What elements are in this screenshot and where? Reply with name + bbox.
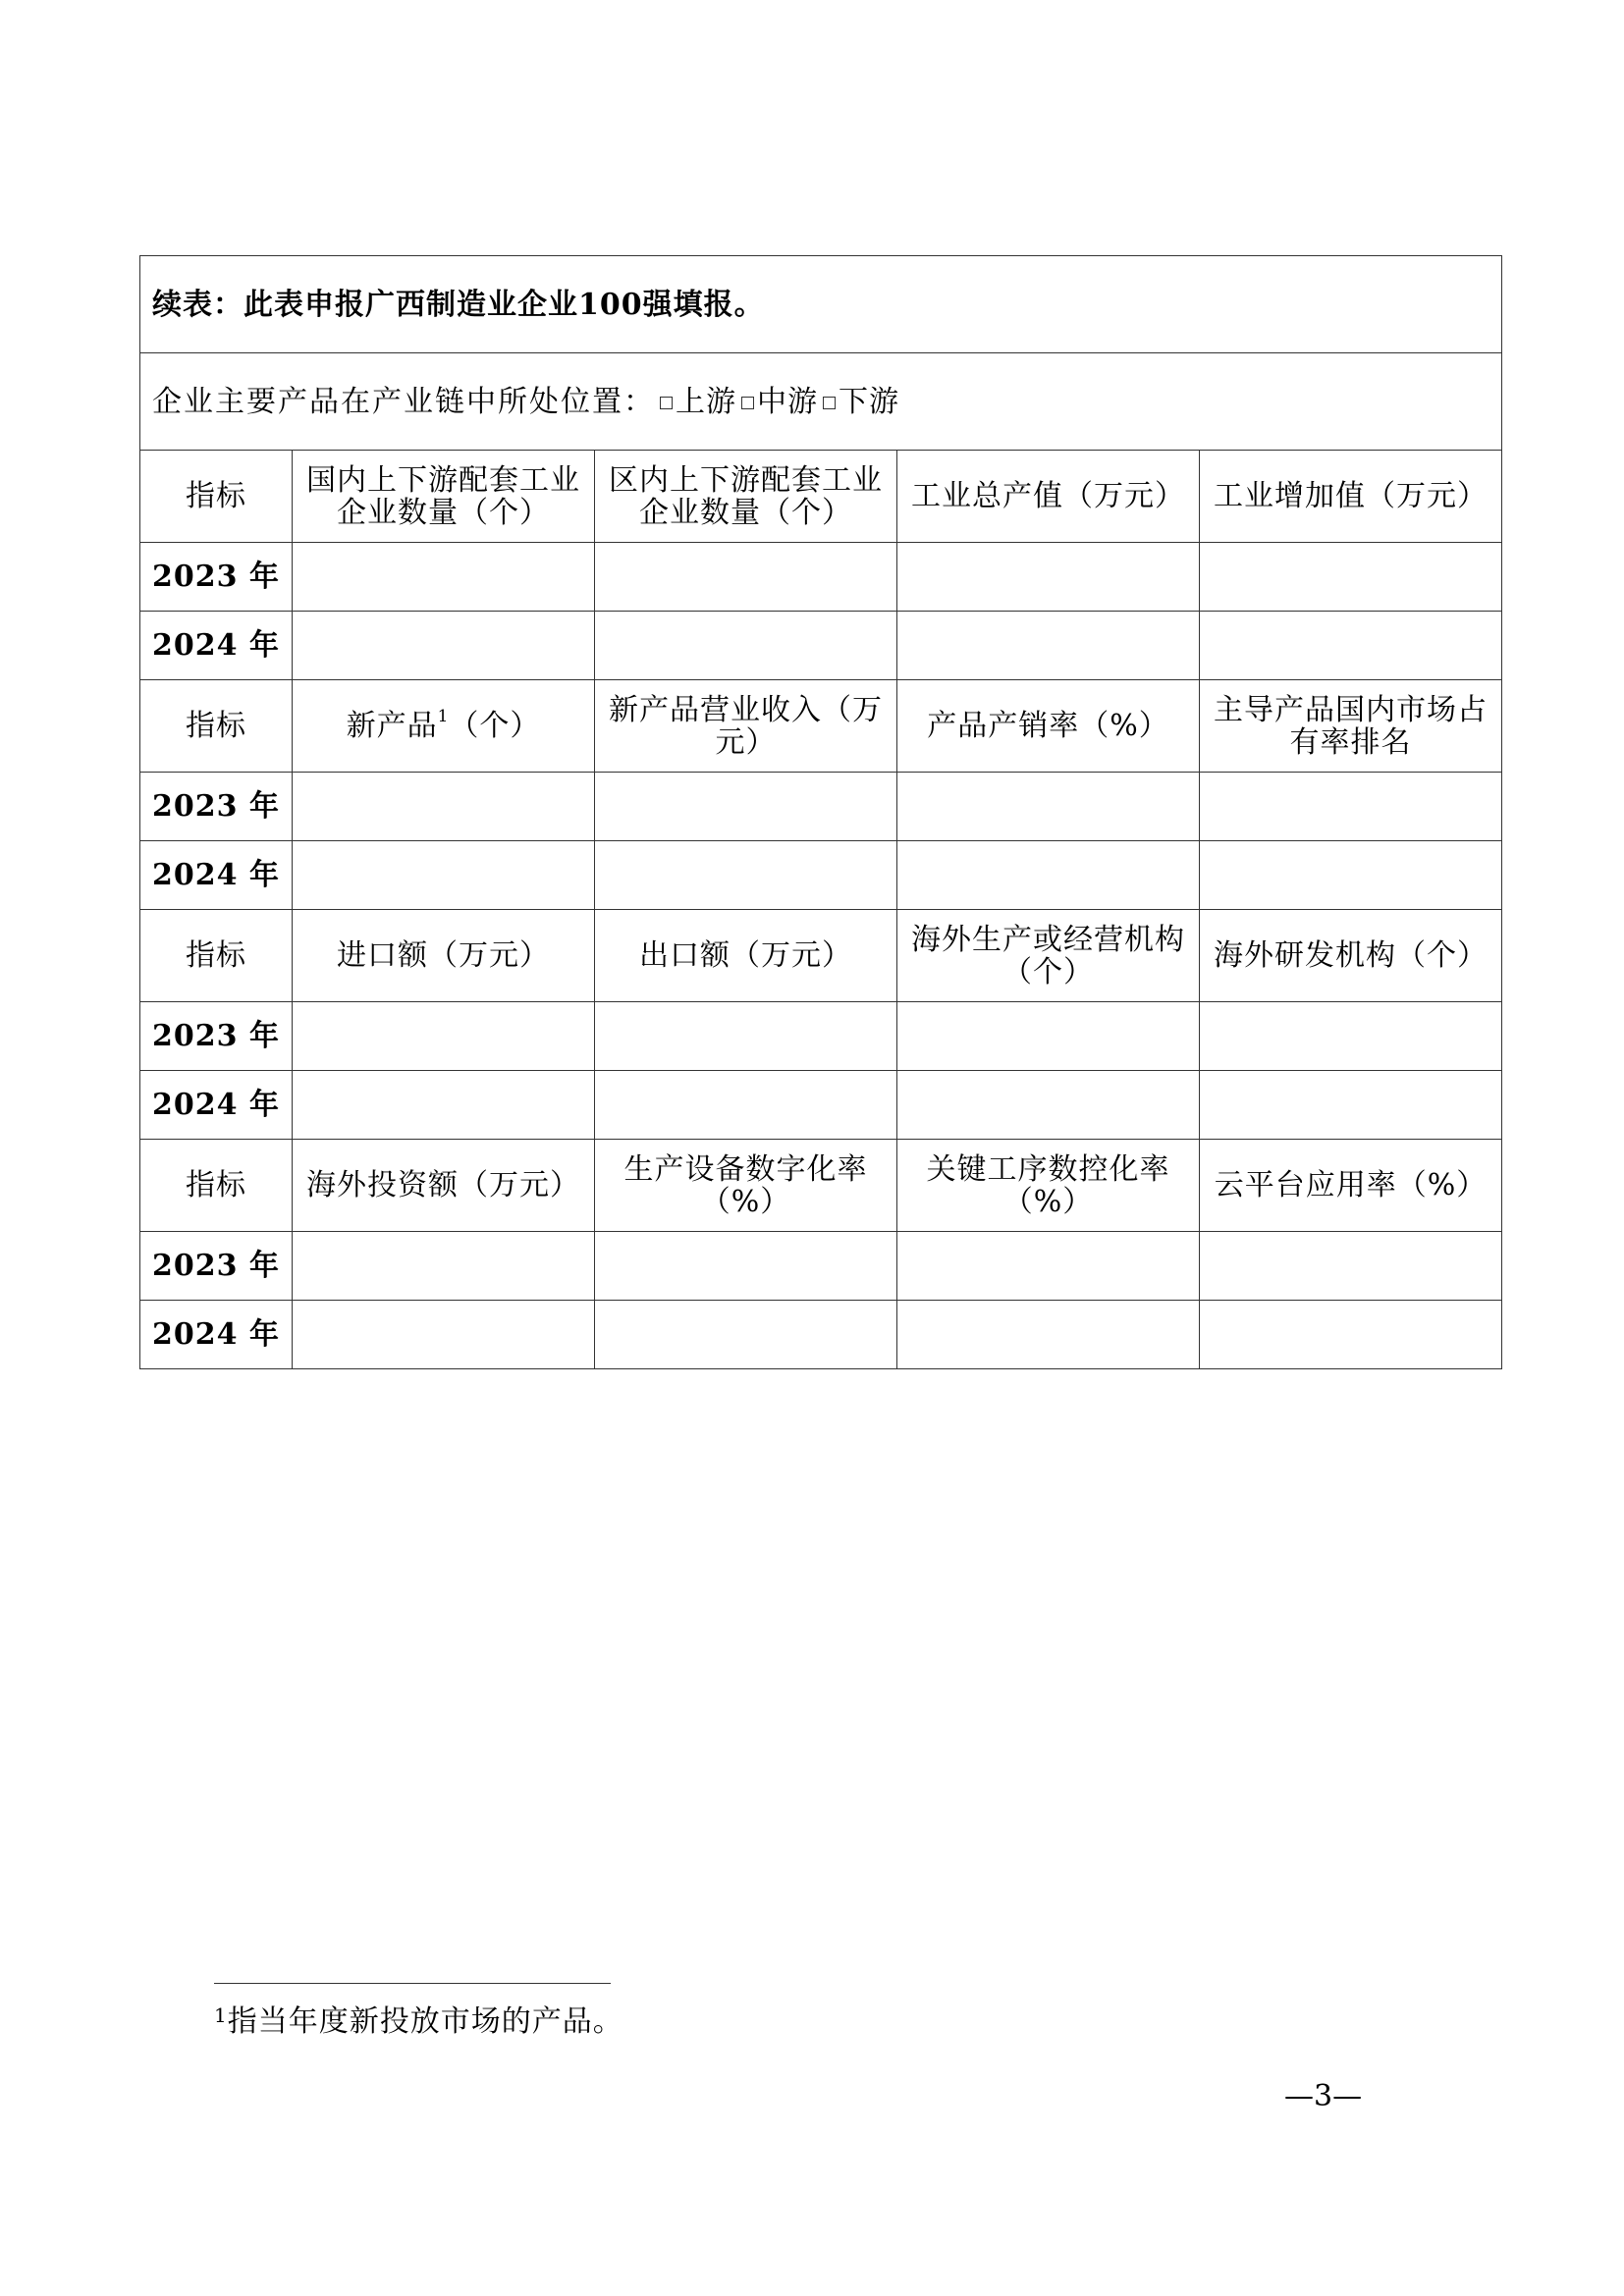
position-cell xyxy=(140,353,1502,451)
header-key-process-nc-rate: 关键工序数控化率（%） xyxy=(897,1140,1200,1232)
table-row xyxy=(140,1002,1502,1071)
footnote-divider xyxy=(214,1983,611,1984)
index-label: 指标 xyxy=(140,910,293,1002)
input-cell[interactable] xyxy=(1200,1232,1502,1301)
year-label: 2023 年 xyxy=(140,1232,293,1301)
header-overseas-rnd: 海外研发机构（个） xyxy=(1200,910,1502,1002)
header-market-share-rank: 主导产品国内市场占有率排名 xyxy=(1200,680,1502,773)
input-cell[interactable] xyxy=(1200,1002,1502,1071)
section-2-header-row xyxy=(140,680,1502,773)
table-title-row xyxy=(140,256,1502,353)
input-cell[interactable] xyxy=(897,1002,1200,1071)
input-cell[interactable] xyxy=(293,543,595,612)
input-cell[interactable] xyxy=(897,612,1200,680)
input-cell[interactable] xyxy=(1200,1071,1502,1140)
input-cell[interactable] xyxy=(1200,543,1502,612)
index-label: 指标 xyxy=(140,680,293,773)
input-cell[interactable] xyxy=(293,841,595,910)
year-label: 2024 年 xyxy=(140,1071,293,1140)
input-cell[interactable] xyxy=(293,1071,595,1140)
header-gross-industrial-output: 工业总产值（万元） xyxy=(897,451,1200,543)
input-cell[interactable] xyxy=(595,773,897,841)
section-1-header-row xyxy=(140,451,1502,543)
header-regional-supporting-enterprises: 区内上下游配套工业企业数量（个） xyxy=(595,451,897,543)
input-cell[interactable] xyxy=(1200,773,1502,841)
checkbox-midstream[interactable] xyxy=(741,397,754,409)
header-cloud-platform-rate: 云平台应用率（%） xyxy=(1200,1140,1502,1232)
year-label: 2024 年 xyxy=(140,841,293,910)
section-3-header-row xyxy=(140,910,1502,1002)
year-label: 2024 年 xyxy=(140,1301,293,1369)
section-4-header-row xyxy=(140,1140,1502,1232)
table-row xyxy=(140,612,1502,680)
input-cell[interactable] xyxy=(1200,1301,1502,1369)
table-row xyxy=(140,1071,1502,1140)
header-import-value: 进口额（万元） xyxy=(293,910,595,1002)
footnote xyxy=(214,2004,623,2040)
input-cell[interactable] xyxy=(897,1232,1200,1301)
input-cell[interactable] xyxy=(595,1002,897,1071)
header-production-sales-ratio: 产品产销率（%） xyxy=(897,680,1200,773)
year-label: 2023 年 xyxy=(140,543,293,612)
input-cell[interactable] xyxy=(595,1301,897,1369)
form-table xyxy=(139,255,1502,1369)
year-label: 2023 年 xyxy=(140,773,293,841)
header-new-products-text: 新产品 xyxy=(346,709,438,743)
header-equipment-digitization: 生产设备数字化率（%） xyxy=(595,1140,897,1232)
input-cell[interactable] xyxy=(293,612,595,680)
input-cell[interactable] xyxy=(595,841,897,910)
input-cell[interactable] xyxy=(1200,612,1502,680)
input-cell[interactable] xyxy=(595,543,897,612)
page-number: —3— xyxy=(1284,2079,1363,2113)
table-row xyxy=(140,1232,1502,1301)
checkbox-downstream[interactable] xyxy=(823,397,836,409)
position-label: 企业主要产品在产业链中所处位置： xyxy=(152,384,655,419)
header-domestic-supporting-enterprises: 国内上下游配套工业企业数量（个） xyxy=(293,451,595,543)
header-export-value: 出口额（万元） xyxy=(595,910,897,1002)
position-row xyxy=(140,353,1502,451)
table-row xyxy=(140,1301,1502,1369)
table-title: 续表：此表申报广西制造业企业100强填报。 xyxy=(140,256,1502,353)
footnote-mark: 1 xyxy=(437,707,450,726)
input-cell[interactable] xyxy=(595,1071,897,1140)
input-cell[interactable] xyxy=(897,1071,1200,1140)
footnote-text: 指当年度新投放市场的产品。 xyxy=(227,2004,623,2039)
input-cell[interactable] xyxy=(293,1301,595,1369)
input-cell[interactable] xyxy=(897,1301,1200,1369)
header-industrial-value-added: 工业增加值（万元） xyxy=(1200,451,1502,543)
index-label: 指标 xyxy=(140,451,293,543)
input-cell[interactable] xyxy=(897,543,1200,612)
option-upstream: 上游 xyxy=(676,384,736,419)
header-new-products-unit: （个） xyxy=(449,709,541,743)
input-cell[interactable] xyxy=(897,841,1200,910)
option-downstream: 下游 xyxy=(839,384,899,419)
option-midstream: 中游 xyxy=(757,384,818,419)
year-label: 2024 年 xyxy=(140,612,293,680)
header-new-product-revenue: 新产品营业收入（万元） xyxy=(595,680,897,773)
input-cell[interactable] xyxy=(293,773,595,841)
header-overseas-operations: 海外生产或经营机构（个） xyxy=(897,910,1200,1002)
header-overseas-investment: 海外投资额（万元） xyxy=(293,1140,595,1232)
footnote-number: 1 xyxy=(214,2003,228,2027)
table-row xyxy=(140,841,1502,910)
input-cell[interactable] xyxy=(293,1232,595,1301)
table-row xyxy=(140,543,1502,612)
input-cell[interactable] xyxy=(1200,841,1502,910)
checkbox-upstream[interactable] xyxy=(660,397,673,409)
input-cell[interactable] xyxy=(595,1232,897,1301)
year-label: 2023 年 xyxy=(140,1002,293,1071)
table-row xyxy=(140,773,1502,841)
header-new-products xyxy=(293,680,595,773)
input-cell[interactable] xyxy=(293,1002,595,1071)
input-cell[interactable] xyxy=(897,773,1200,841)
input-cell[interactable] xyxy=(595,612,897,680)
index-label: 指标 xyxy=(140,1140,293,1232)
